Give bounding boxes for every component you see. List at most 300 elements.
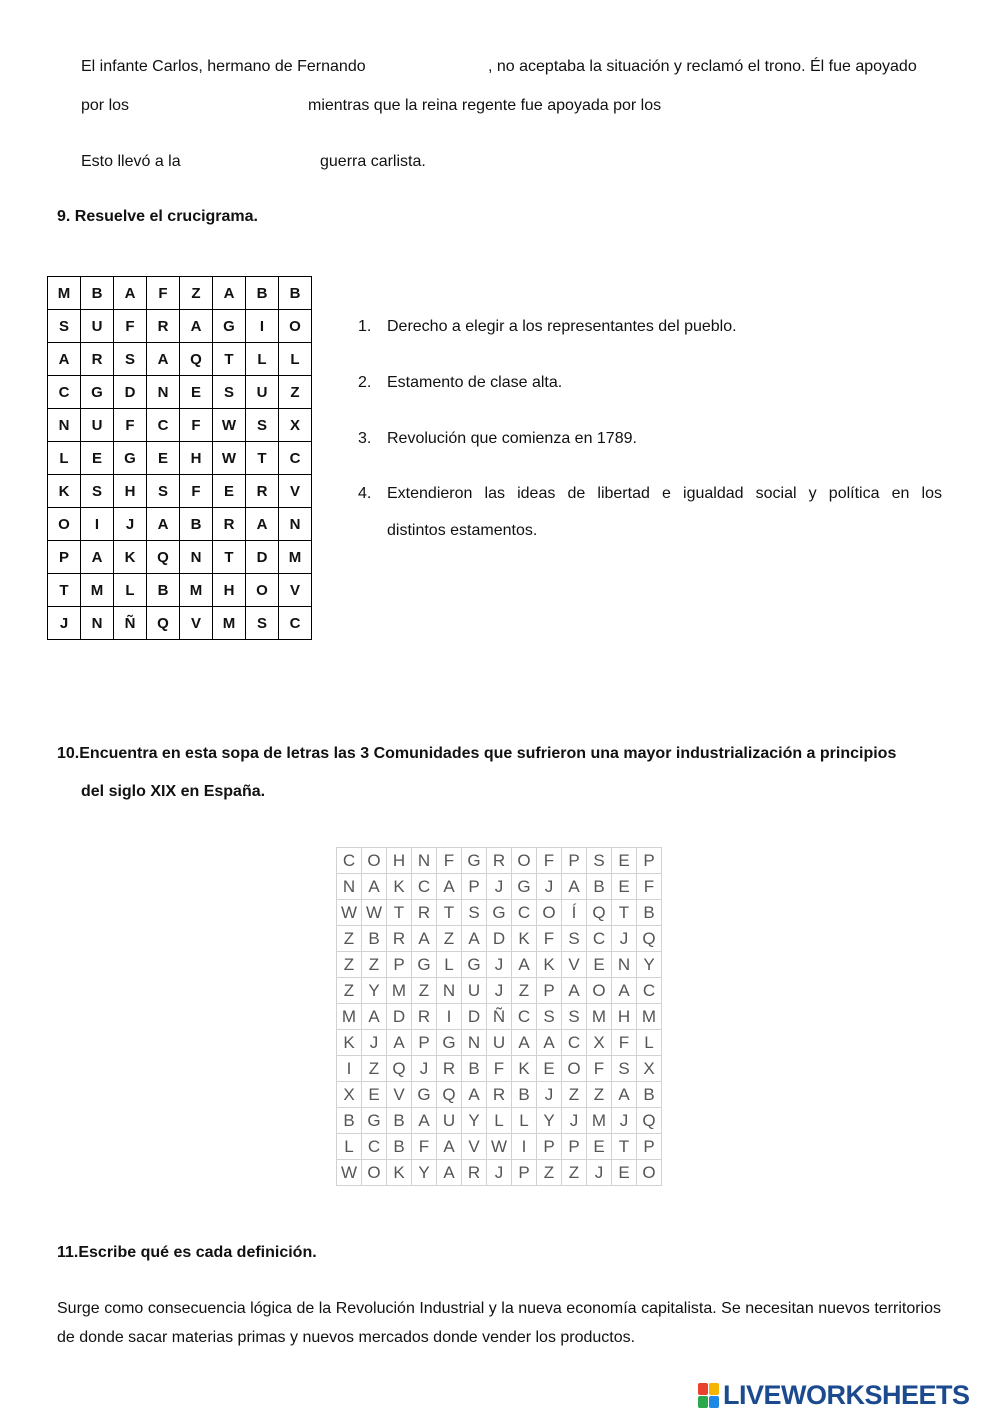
- word-search-cell[interactable]: S: [612, 1056, 637, 1082]
- word-search-cell[interactable]: K: [387, 1160, 412, 1186]
- crossword-cell[interactable]: D: [114, 376, 147, 409]
- clue-text: Extendieron las ideas de libertad e igualdad social y política en los: [387, 485, 942, 502]
- clue-2: [358, 374, 562, 392]
- crossword-cell[interactable]: V: [279, 475, 312, 508]
- intro-line1-part1: El infante Carlos, hermano de Fernando: [81, 58, 366, 75]
- crossword-cell[interactable]: P: [48, 541, 81, 574]
- crossword-cell[interactable]: S: [48, 310, 81, 343]
- word-search-cell[interactable]: Z: [362, 952, 387, 978]
- crossword-cell[interactable]: E: [180, 376, 213, 409]
- word-search-cell[interactable]: G: [462, 848, 487, 874]
- word-search-cell[interactable]: Z: [337, 926, 362, 952]
- crossword-cell[interactable]: E: [213, 475, 246, 508]
- word-search-cell[interactable]: A: [612, 1082, 637, 1108]
- word-search-cell[interactable]: M: [387, 978, 412, 1004]
- word-search-grid: [336, 847, 662, 1186]
- word-search-cell[interactable]: O: [637, 1160, 662, 1186]
- word-search-cell[interactable]: P: [537, 1134, 562, 1160]
- word-search-cell[interactable]: B: [387, 1108, 412, 1134]
- word-search-cell[interactable]: B: [462, 1056, 487, 1082]
- crossword-cell[interactable]: B: [180, 508, 213, 541]
- crossword-cell[interactable]: V: [279, 574, 312, 607]
- crossword-cell[interactable]: W: [213, 409, 246, 442]
- word-search-cell[interactable]: C: [337, 848, 362, 874]
- crossword-cell[interactable]: B: [147, 574, 180, 607]
- crossword-cell[interactable]: A: [213, 277, 246, 310]
- word-search-cell[interactable]: W: [487, 1134, 512, 1160]
- word-search-cell[interactable]: T: [437, 900, 462, 926]
- grid-row: [337, 978, 662, 1004]
- word-search-cell[interactable]: B: [512, 1082, 537, 1108]
- grid-row: [337, 1108, 662, 1134]
- word-search-cell[interactable]: B: [337, 1108, 362, 1134]
- word-search-cell[interactable]: R: [487, 1082, 512, 1108]
- crossword-cell[interactable]: Ñ: [114, 607, 147, 640]
- intro-line3-part1: Esto llevó a la: [81, 153, 181, 170]
- word-search-cell[interactable]: A: [562, 978, 587, 1004]
- word-search-cell[interactable]: A: [387, 1030, 412, 1056]
- word-search-cell[interactable]: J: [412, 1056, 437, 1082]
- word-search-cell[interactable]: W: [362, 900, 387, 926]
- word-search-cell[interactable]: J: [487, 874, 512, 900]
- crossword-cell[interactable]: A: [114, 277, 147, 310]
- crossword-cell[interactable]: L: [48, 442, 81, 475]
- crossword-cell[interactable]: C: [279, 442, 312, 475]
- word-search-cell[interactable]: M: [337, 1004, 362, 1030]
- clue-number: 1.: [358, 318, 372, 335]
- crossword-cell[interactable]: U: [81, 409, 114, 442]
- crossword-cell[interactable]: H: [213, 574, 246, 607]
- word-search-cell[interactable]: Z: [337, 952, 362, 978]
- word-search-cell[interactable]: K: [337, 1030, 362, 1056]
- word-search-cell[interactable]: V: [387, 1082, 412, 1108]
- word-search-cell[interactable]: N: [337, 874, 362, 900]
- word-search-cell[interactable]: J: [612, 1108, 637, 1134]
- word-search-cell[interactable]: T: [612, 900, 637, 926]
- word-search-cell[interactable]: Q: [637, 926, 662, 952]
- word-search-cell[interactable]: A: [462, 1082, 487, 1108]
- word-search-cell[interactable]: P: [637, 1134, 662, 1160]
- word-search-cell[interactable]: M: [637, 1004, 662, 1030]
- word-search-cell[interactable]: C: [512, 1004, 537, 1030]
- crossword-cell[interactable]: B: [81, 277, 114, 310]
- word-search-cell[interactable]: D: [462, 1004, 487, 1030]
- word-search-cell[interactable]: S: [462, 900, 487, 926]
- word-search-cell[interactable]: O: [362, 1160, 387, 1186]
- word-search-cell[interactable]: G: [437, 1030, 462, 1056]
- grid-row: [337, 1160, 662, 1186]
- word-search-cell[interactable]: S: [562, 1004, 587, 1030]
- word-search-cell[interactable]: J: [362, 1030, 387, 1056]
- word-search-cell[interactable]: A: [362, 1004, 387, 1030]
- word-search-cell[interactable]: H: [612, 1004, 637, 1030]
- word-search-cell[interactable]: I: [512, 1134, 537, 1160]
- word-search-cell[interactable]: A: [437, 1134, 462, 1160]
- word-search-cell[interactable]: G: [487, 900, 512, 926]
- crossword-cell[interactable]: M: [279, 541, 312, 574]
- crossword-cell[interactable]: A: [147, 508, 180, 541]
- crossword-cell[interactable]: B: [279, 277, 312, 310]
- grid-row: [48, 475, 312, 508]
- word-search-cell[interactable]: Z: [412, 978, 437, 1004]
- word-search-cell[interactable]: P: [562, 848, 587, 874]
- crossword-cell[interactable]: S: [246, 409, 279, 442]
- word-search-cell[interactable]: G: [462, 952, 487, 978]
- word-search-cell[interactable]: J: [487, 978, 512, 1004]
- word-search-cell[interactable]: X: [337, 1082, 362, 1108]
- word-search-cell[interactable]: E: [612, 848, 637, 874]
- crossword-cell[interactable]: E: [81, 442, 114, 475]
- grid-row: [48, 277, 312, 310]
- word-search-cell[interactable]: Y: [462, 1108, 487, 1134]
- word-search-cell[interactable]: F: [637, 874, 662, 900]
- crossword-cell[interactable]: S: [147, 475, 180, 508]
- crossword-cell[interactable]: G: [114, 442, 147, 475]
- word-search-cell[interactable]: U: [462, 978, 487, 1004]
- word-search-cell[interactable]: G: [362, 1108, 387, 1134]
- crossword-cell[interactable]: A: [246, 508, 279, 541]
- crossword-cell[interactable]: Q: [147, 607, 180, 640]
- word-search-cell[interactable]: R: [412, 1004, 437, 1030]
- word-search-cell[interactable]: Z: [362, 1056, 387, 1082]
- crossword-cell[interactable]: L: [246, 343, 279, 376]
- word-search-cell[interactable]: O: [512, 848, 537, 874]
- word-search-cell[interactable]: A: [437, 1160, 462, 1186]
- word-search-cell[interactable]: C: [562, 1030, 587, 1056]
- word-search-cell[interactable]: B: [637, 1082, 662, 1108]
- crossword-grid: [47, 276, 312, 640]
- crossword-cell[interactable]: Z: [279, 376, 312, 409]
- crossword-cell[interactable]: R: [81, 343, 114, 376]
- word-search-cell[interactable]: A: [462, 926, 487, 952]
- word-search-cell[interactable]: W: [337, 1160, 362, 1186]
- grid-row: [48, 508, 312, 541]
- word-search-cell[interactable]: R: [462, 1160, 487, 1186]
- word-search-cell[interactable]: P: [637, 848, 662, 874]
- crossword-cell[interactable]: K: [48, 475, 81, 508]
- word-search-cell[interactable]: Z: [562, 1082, 587, 1108]
- word-search-cell[interactable]: L: [487, 1108, 512, 1134]
- crossword-cell[interactable]: T: [213, 343, 246, 376]
- crossword-cell[interactable]: A: [48, 343, 81, 376]
- crossword-cell[interactable]: K: [114, 541, 147, 574]
- crossword-cell[interactable]: T: [246, 442, 279, 475]
- word-search-cell[interactable]: E: [587, 1134, 612, 1160]
- word-search-cell[interactable]: N: [612, 952, 637, 978]
- word-search-cell[interactable]: M: [587, 1004, 612, 1030]
- crossword-cell[interactable]: H: [180, 442, 213, 475]
- crossword-cell[interactable]: F: [180, 475, 213, 508]
- q11-title: 11.Escribe qué es cada definición.: [57, 1244, 317, 1261]
- crossword-cell[interactable]: T: [48, 574, 81, 607]
- crossword-cell[interactable]: I: [81, 508, 114, 541]
- grid-row: [337, 1030, 662, 1056]
- crossword-cell[interactable]: F: [114, 310, 147, 343]
- q10-title-line1: 10.Encuentra en esta sopa de letras las 3 Comunidades que sufrieron una mayor industrialización a principios: [57, 745, 897, 762]
- word-search-cell[interactable]: B: [387, 1134, 412, 1160]
- intro-line1-part2: , no aceptaba la situación y reclamó el trono. Él fue apoyado: [488, 58, 917, 75]
- crossword-cell[interactable]: M: [48, 277, 81, 310]
- blank-supporters-queen[interactable]: [684, 94, 938, 118]
- word-search-cell[interactable]: V: [462, 1134, 487, 1160]
- crossword-cell[interactable]: N: [48, 409, 81, 442]
- word-search-cell[interactable]: F: [412, 1134, 437, 1160]
- q11-definition: Surge como consecuencia lógica de la Revolución Industrial y la nueva economía capitalista. Se necesitan nuevos territorios de donde sacar materias primas y nuevos mercados donde vender los productos.: [57, 1300, 941, 1346]
- word-search-cell[interactable]: J: [487, 952, 512, 978]
- word-search-cell[interactable]: H: [387, 848, 412, 874]
- word-search-cell[interactable]: E: [587, 952, 612, 978]
- blank-fernando[interactable]: [386, 55, 486, 79]
- crossword-cell[interactable]: O: [48, 508, 81, 541]
- crossword-cell[interactable]: R: [213, 508, 246, 541]
- word-search-cell[interactable]: V: [562, 952, 587, 978]
- grid-row: [337, 1056, 662, 1082]
- word-search-cell[interactable]: B: [587, 874, 612, 900]
- word-search-cell[interactable]: S: [562, 926, 587, 952]
- word-search-cell[interactable]: R: [437, 1056, 462, 1082]
- word-search-cell[interactable]: E: [612, 874, 637, 900]
- crossword-cell[interactable]: M: [180, 574, 213, 607]
- crossword-cell[interactable]: U: [246, 376, 279, 409]
- clue-number: 2.: [358, 374, 372, 391]
- grid-row: [48, 607, 312, 640]
- crossword-cell[interactable]: G: [81, 376, 114, 409]
- crossword-cell[interactable]: H: [114, 475, 147, 508]
- word-search-cell[interactable]: Ñ: [487, 1004, 512, 1030]
- word-search-cell[interactable]: Í: [562, 900, 587, 926]
- word-search-cell[interactable]: G: [512, 874, 537, 900]
- intro-line3-part2: guerra carlista.: [320, 153, 426, 170]
- word-search-cell[interactable]: A: [362, 874, 387, 900]
- crossword-cell[interactable]: Q: [180, 343, 213, 376]
- grid-row: [48, 409, 312, 442]
- word-search-cell[interactable]: C: [637, 978, 662, 1004]
- word-search-cell[interactable]: N: [412, 848, 437, 874]
- word-search-cell[interactable]: E: [362, 1082, 387, 1108]
- word-search-cell[interactable]: Z: [437, 926, 462, 952]
- word-search-cell[interactable]: X: [587, 1030, 612, 1056]
- word-search-cell[interactable]: A: [512, 952, 537, 978]
- crossword-cell[interactable]: A: [180, 310, 213, 343]
- crossword-cell[interactable]: R: [147, 310, 180, 343]
- word-search-cell[interactable]: A: [512, 1030, 537, 1056]
- word-search-cell[interactable]: A: [562, 874, 587, 900]
- word-search-cell[interactable]: A: [612, 978, 637, 1004]
- crossword-cell[interactable]: S: [114, 343, 147, 376]
- grid-row: [337, 848, 662, 874]
- word-search-cell[interactable]: O: [587, 978, 612, 1004]
- word-search-cell[interactable]: Z: [512, 978, 537, 1004]
- crossword-cell[interactable]: A: [81, 541, 114, 574]
- intro-line2-part1: por los: [81, 97, 130, 114]
- crossword-cell[interactable]: J: [48, 607, 81, 640]
- word-search-cell[interactable]: R: [487, 848, 512, 874]
- word-search-cell[interactable]: Z: [537, 1160, 562, 1186]
- word-search-cell[interactable]: P: [562, 1134, 587, 1160]
- blank-supporters-carlos[interactable]: [138, 94, 306, 118]
- clue-number: 4.: [358, 485, 372, 502]
- word-search-cell[interactable]: R: [412, 900, 437, 926]
- crossword-cell[interactable]: J: [114, 508, 147, 541]
- word-search-cell[interactable]: A: [437, 874, 462, 900]
- grid-row: [48, 574, 312, 607]
- word-search-cell[interactable]: L: [337, 1134, 362, 1160]
- word-search-cell[interactable]: A: [412, 926, 437, 952]
- word-search-cell[interactable]: M: [587, 1108, 612, 1134]
- word-search-cell[interactable]: Z: [562, 1160, 587, 1186]
- word-search-cell[interactable]: F: [537, 848, 562, 874]
- crossword-cell[interactable]: N: [81, 607, 114, 640]
- word-search-cell[interactable]: N: [437, 978, 462, 1004]
- word-search-cell[interactable]: P: [512, 1160, 537, 1186]
- word-search-cell[interactable]: J: [487, 1160, 512, 1186]
- crossword-cell[interactable]: V: [180, 607, 213, 640]
- word-search-cell[interactable]: Y: [537, 1108, 562, 1134]
- word-search-cell[interactable]: Q: [387, 1056, 412, 1082]
- word-search-cell[interactable]: I: [337, 1056, 362, 1082]
- word-search-cell[interactable]: P: [462, 874, 487, 900]
- clue-4: [358, 485, 942, 540]
- intro-line2-part2: mientras que la reina regente fue apoyada por los: [308, 97, 662, 114]
- crossword-cell[interactable]: X: [279, 409, 312, 442]
- crossword-cell[interactable]: F: [180, 409, 213, 442]
- word-search-cell[interactable]: K: [512, 1056, 537, 1082]
- word-search-cell[interactable]: O: [537, 900, 562, 926]
- crossword-cell[interactable]: S: [81, 475, 114, 508]
- grid-row: [337, 952, 662, 978]
- crossword-cell[interactable]: C: [279, 607, 312, 640]
- crossword-cell[interactable]: L: [114, 574, 147, 607]
- crossword-cell[interactable]: D: [246, 541, 279, 574]
- word-search-cell[interactable]: K: [512, 926, 537, 952]
- crossword-cell[interactable]: W: [213, 442, 246, 475]
- crossword-cell[interactable]: G: [213, 310, 246, 343]
- word-search-cell[interactable]: W: [337, 900, 362, 926]
- crossword-cell[interactable]: O: [279, 310, 312, 343]
- word-search-cell[interactable]: C: [512, 900, 537, 926]
- word-search-cell[interactable]: J: [537, 874, 562, 900]
- crossword-cell[interactable]: I: [246, 310, 279, 343]
- word-search-cell[interactable]: B: [362, 926, 387, 952]
- crossword-cell[interactable]: B: [246, 277, 279, 310]
- word-search-cell[interactable]: F: [537, 926, 562, 952]
- crossword-cell[interactable]: S: [246, 607, 279, 640]
- word-search-cell[interactable]: O: [362, 848, 387, 874]
- crossword-cell[interactable]: R: [246, 475, 279, 508]
- word-search-cell[interactable]: E: [612, 1160, 637, 1186]
- word-search-cell[interactable]: J: [612, 926, 637, 952]
- crossword-cell[interactable]: Z: [180, 277, 213, 310]
- word-search-cell[interactable]: F: [587, 1056, 612, 1082]
- word-search-cell[interactable]: F: [487, 1056, 512, 1082]
- word-search-cell[interactable]: D: [387, 1004, 412, 1030]
- crossword-cell[interactable]: U: [81, 310, 114, 343]
- word-search-cell[interactable]: R: [387, 926, 412, 952]
- crossword-cell[interactable]: C: [147, 409, 180, 442]
- word-search-cell[interactable]: U: [487, 1030, 512, 1056]
- crossword-cell[interactable]: E: [147, 442, 180, 475]
- crossword-cell[interactable]: Q: [147, 541, 180, 574]
- word-search-cell[interactable]: L: [437, 952, 462, 978]
- word-search-cell[interactable]: A: [412, 1108, 437, 1134]
- word-search-cell[interactable]: G: [412, 1082, 437, 1108]
- word-search-cell[interactable]: Z: [337, 978, 362, 1004]
- word-search-cell[interactable]: E: [537, 1056, 562, 1082]
- word-search-cell[interactable]: P: [412, 1030, 437, 1056]
- word-search-cell[interactable]: O: [562, 1056, 587, 1082]
- crossword-cell[interactable]: T: [213, 541, 246, 574]
- clue-text-continued: distintos estamentos.: [387, 522, 538, 539]
- word-search-cell[interactable]: S: [587, 848, 612, 874]
- word-search-cell[interactable]: Q: [587, 900, 612, 926]
- word-search-cell[interactable]: F: [437, 848, 462, 874]
- word-search-cell[interactable]: L: [637, 1030, 662, 1056]
- crossword-cell[interactable]: M: [81, 574, 114, 607]
- word-search-cell[interactable]: Q: [637, 1108, 662, 1134]
- crossword-cell[interactable]: F: [147, 277, 180, 310]
- word-search-cell[interactable]: J: [537, 1082, 562, 1108]
- word-search-cell[interactable]: K: [537, 952, 562, 978]
- word-search-cell[interactable]: C: [362, 1134, 387, 1160]
- word-search-cell[interactable]: Z: [587, 1082, 612, 1108]
- crossword-cell[interactable]: N: [147, 376, 180, 409]
- clue-3: [358, 430, 637, 448]
- word-search-cell[interactable]: I: [437, 1004, 462, 1030]
- word-search-cell[interactable]: Q: [437, 1082, 462, 1108]
- grid-row: [337, 926, 662, 952]
- word-search-cell[interactable]: J: [587, 1160, 612, 1186]
- word-search-cell[interactable]: J: [562, 1108, 587, 1134]
- word-search-cell[interactable]: U: [437, 1108, 462, 1134]
- word-search-cell[interactable]: G: [412, 952, 437, 978]
- crossword-cell[interactable]: N: [180, 541, 213, 574]
- crossword-cell[interactable]: M: [213, 607, 246, 640]
- grid-row: [48, 310, 312, 343]
- word-search-cell[interactable]: T: [387, 900, 412, 926]
- blank-war-number[interactable]: [192, 150, 318, 174]
- word-search-cell[interactable]: N: [462, 1030, 487, 1056]
- word-search-cell[interactable]: C: [587, 926, 612, 952]
- word-search-cell[interactable]: T: [612, 1134, 637, 1160]
- word-search-cell[interactable]: A: [537, 1030, 562, 1056]
- liveworksheets-logo-icon: [698, 1382, 720, 1408]
- word-search-cell[interactable]: Y: [362, 978, 387, 1004]
- word-search-cell[interactable]: K: [387, 874, 412, 900]
- crossword-cell[interactable]: N: [279, 508, 312, 541]
- word-search-cell[interactable]: Y: [637, 952, 662, 978]
- clue-1: [358, 318, 737, 336]
- word-search-cell[interactable]: P: [387, 952, 412, 978]
- crossword-cell[interactable]: A: [147, 343, 180, 376]
- liveworksheets-logo[interactable]: [698, 1378, 970, 1412]
- crossword-cell[interactable]: F: [114, 409, 147, 442]
- crossword-cell[interactable]: L: [279, 343, 312, 376]
- word-search-cell[interactable]: S: [537, 1004, 562, 1030]
- word-search-cell[interactable]: P: [537, 978, 562, 1004]
- word-search-cell[interactable]: B: [637, 900, 662, 926]
- crossword-cell[interactable]: S: [213, 376, 246, 409]
- word-search-cell[interactable]: L: [512, 1108, 537, 1134]
- word-search-cell[interactable]: X: [637, 1056, 662, 1082]
- word-search-cell[interactable]: Y: [412, 1160, 437, 1186]
- word-search-cell[interactable]: F: [612, 1030, 637, 1056]
- crossword-cell[interactable]: C: [48, 376, 81, 409]
- clue-text: Estamento de clase alta.: [387, 374, 563, 391]
- clue-number: 3.: [358, 430, 372, 447]
- word-search-cell[interactable]: C: [412, 874, 437, 900]
- crossword-cell[interactable]: O: [246, 574, 279, 607]
- word-search-cell[interactable]: D: [487, 926, 512, 952]
